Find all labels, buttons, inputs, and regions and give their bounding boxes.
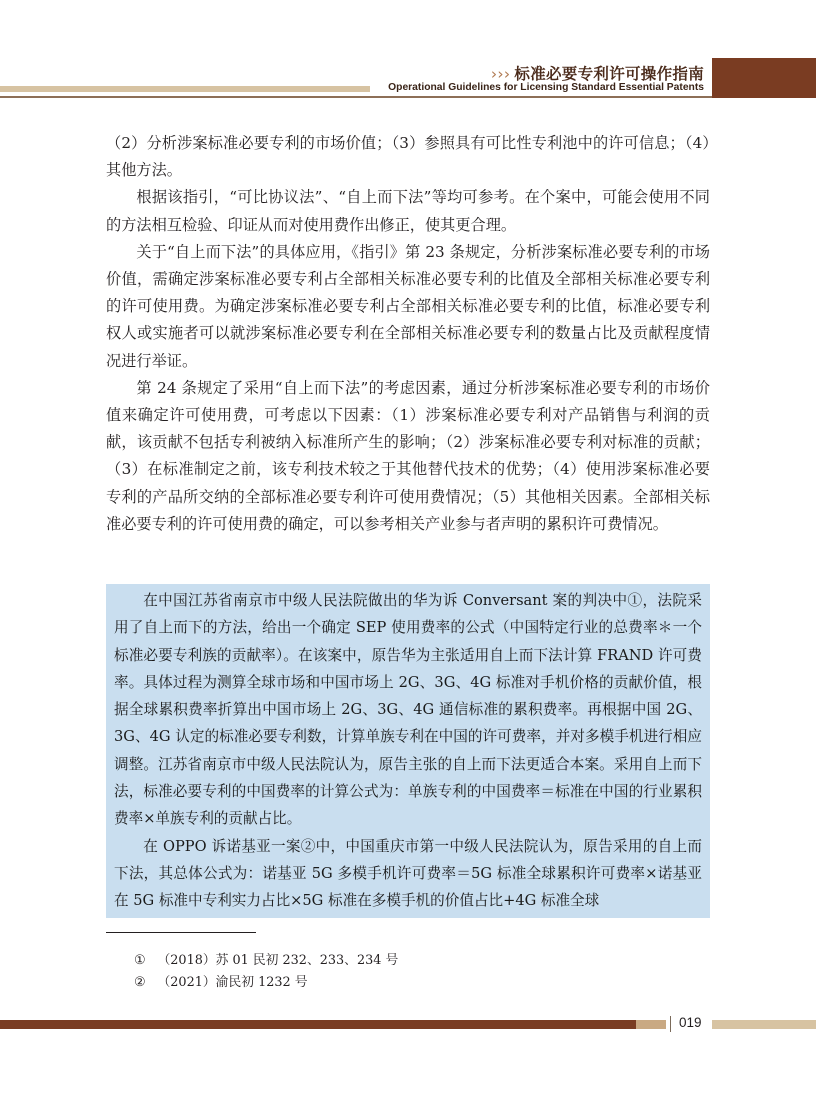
- body-text: [106, 130, 710, 538]
- footnote-text: （2018）苏 01 民初 232、233、234 号: [157, 953, 399, 968]
- body-paragraph: 关于“自上而下法”的具体应用，《指引》第 23 条规定，分析涉案标准必要专利的市场价值，需确定涉案标准必要专利占全部相关标准必要专利的比值及全部相关标准必要专利的许可使用费。为确定涉案标准必要专利占全部相关标准必要专利的比值，标准必要专利权人或实施者可以就涉案标准必要专利在全部相关标准必要专利的数量占比及贡献程度情况进行举证。: [106, 242, 710, 370]
- case-study-box: [106, 584, 710, 918]
- running-header-subtitle: Operational Guidelines for Licensing Standard Essential Patents: [388, 82, 704, 93]
- case-paragraph: 在中国江苏省南京市中级人民法院做出的华为诉 Conversant 案的判决中①，法院采用了自上而下的方法，给出一个确定 SEP 使用费率的公式（中国特定行业的总费率＊一个标准必要专利族的贡献率）。在该案中，原告华为主张适用自上而下法计算 FRAND 许可费率。具体过程为测算全球市场和中国市场上 2G、3G、4G 标准对手机价格的贡献价值，根据全球累积费率折算出中国市场上 2G、3G、4G 通信标准的累积费率。再根据中国 2G、3G、4G 认定的标准必要专利数，计算单族专利在中国的许可费率，并对多模手机进行相应调整。江苏省南京市中级人民法院认为，原告主张的自上而下法更适合本案。采用自上而下法，标准必要专利的中国费率的计算公式为：单族专利的中国费率＝标准在中国的行业累积费率×单族专利的贡献占比。: [114, 592, 702, 828]
- footnote-mark: ①: [134, 953, 146, 968]
- footnote-text: （2021）渝民初 1232 号: [157, 975, 308, 990]
- header-color-block: [712, 58, 816, 98]
- body-paragraph: 第 24 条规定了采用“自上而下法”的考虑因素，通过分析涉案标准必要专利的市场价值来确定许可使用费，可考虑以下因素：（1）涉案标准必要专利对产品销售与利润的贡献，该贡献不包括专利被纳入标准所产生的影响；（2）涉案标准必要专利对标准的贡献；（3）在标准制定之前，该专利技术较之于其他替代技术的优势；（4）使用涉案标准必要专利的产品所交纳的全部标准必要专利许可使用费情况；（5）其他相关因素。全部相关标准必要专利的许可使用费的确定，可以参考相关产业参与者声明的累积许可费情况。: [106, 378, 710, 533]
- page-number: 019: [679, 1015, 702, 1030]
- footer-bar: [0, 1020, 636, 1029]
- header-title-text: 标准必要专利许可操作指南: [514, 65, 704, 83]
- footer-bar-end: [712, 1020, 816, 1029]
- chevrons-icon: ›››: [490, 65, 511, 83]
- body-paragraph: 根据该指引，“可比协议法”、“自上而下法”等均可参考。在个案中，可能会使用不同的方法相互检验、印证从而对使用费作出修正，使其更合理。: [106, 188, 710, 234]
- running-header-title: [491, 62, 704, 84]
- footnote: [134, 971, 308, 990]
- case-paragraph: 在 OPPO 诉诺基亚一案②中，中国重庆市第一中级人民法院认为，原告采用的自上而下法，其总体公式为：诺基亚 5G 多模手机许可费率＝5G 标准全球累积许可费率×诺基亚在 5G 标准中专利实力占比×5G 标准在多模手机的价值占比+4G 标准全球: [114, 837, 702, 910]
- header-rule-dark: [0, 96, 712, 98]
- footer-separator: [670, 1016, 671, 1032]
- footer-bar-accent: [636, 1020, 666, 1029]
- body-paragraph: （2）分析涉案标准必要专利的市场价值；（3）参照具有可比性专利池中的许可信息；（4）其他方法。: [106, 134, 710, 180]
- footnote-rule: [106, 932, 256, 933]
- footnote-mark: ②: [134, 975, 146, 990]
- footnote: [134, 949, 398, 968]
- header-rule-light: [0, 86, 370, 92]
